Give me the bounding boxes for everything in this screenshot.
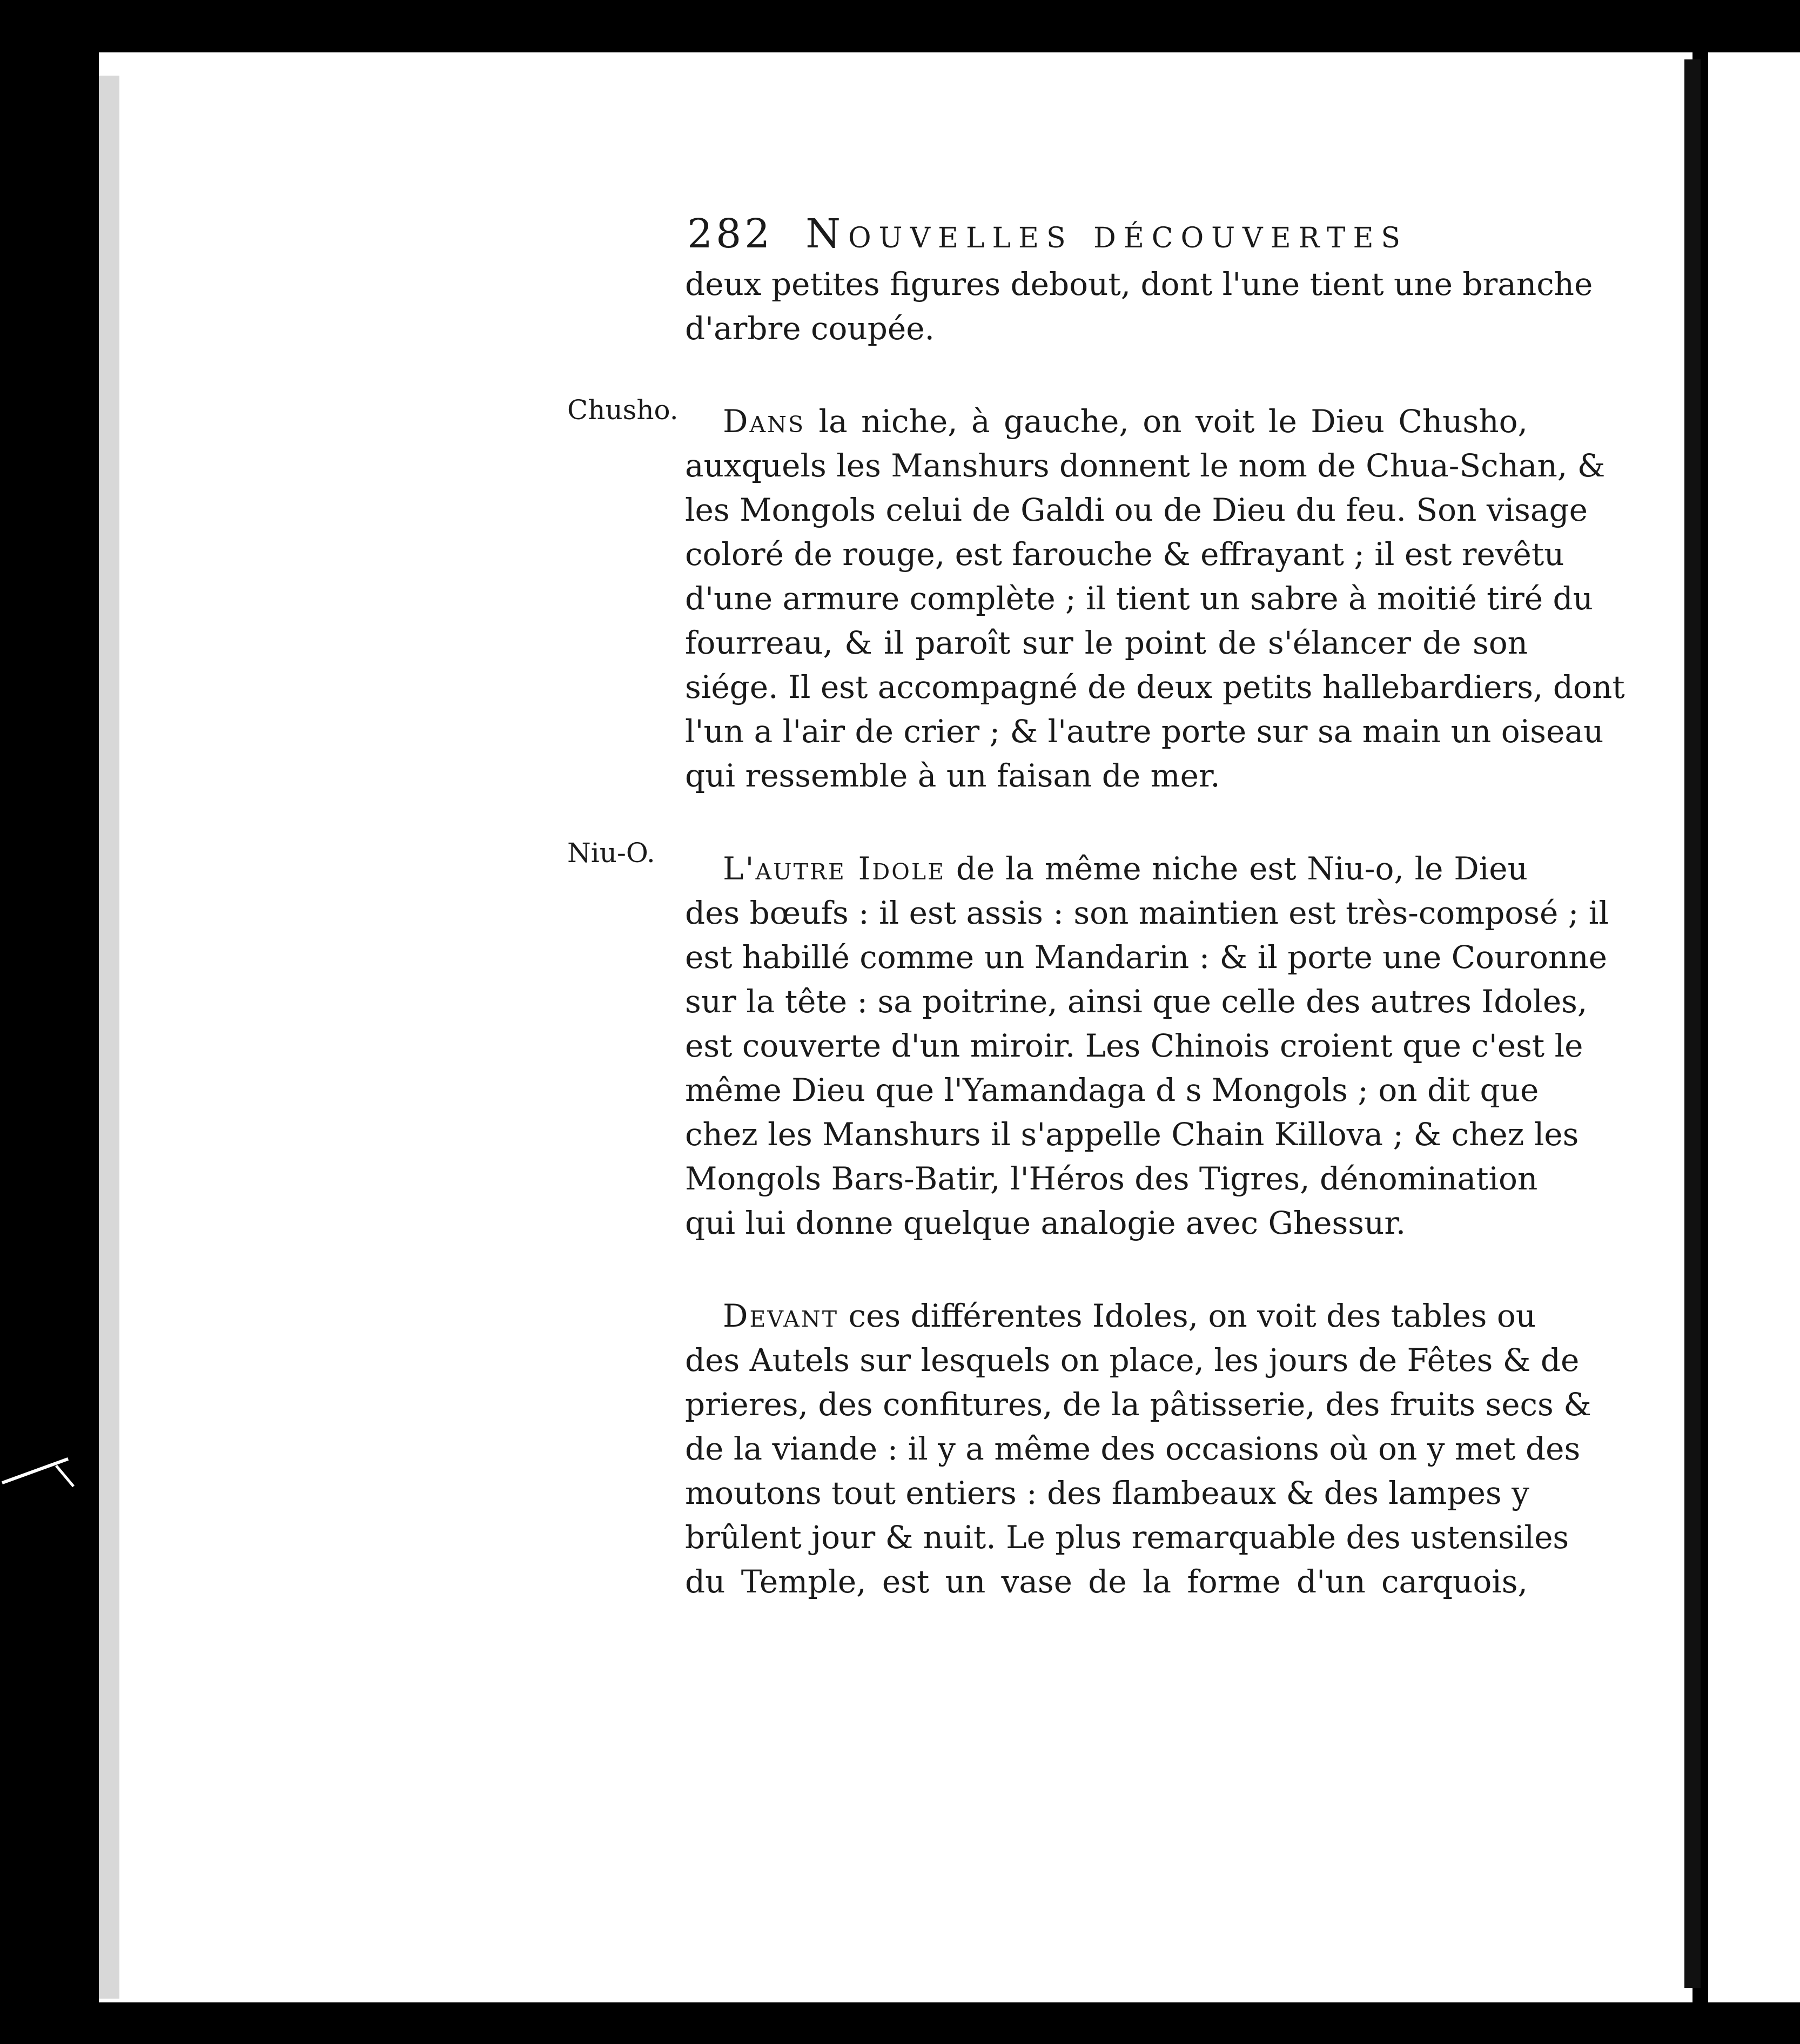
text-line: d'une armure complète ; il tient un sabre à moitié tiré du: [685, 580, 1593, 617]
text-line: [685, 1294, 1536, 1338]
text-line: d'arbre coupée.: [685, 310, 935, 347]
page-body: [685, 262, 1625, 1604]
lead-words: Dans: [723, 403, 805, 440]
adjacent-page: [1708, 52, 1800, 2002]
text-line: fourreau, & il paroît sur le point de s'élancer de son: [685, 624, 1528, 661]
text-line: du Temple, est un vase de la forme d'un carquois,: [685, 1563, 1528, 1600]
margin-note-niu-o: Niu-O.: [567, 837, 655, 869]
book-gutter: [1684, 59, 1701, 1988]
text-line: moutons tout entiers : des flambeaux & des lampes y: [685, 1475, 1529, 1511]
lead-words: Devant: [723, 1297, 839, 1334]
text-line: chez les Manshurs il s'appelle Chain Killova ; & chez les: [685, 1116, 1579, 1153]
text-line: deux petites figures debout, dont l'une tient une branche: [685, 266, 1593, 302]
paragraph-niu-o: [685, 846, 1609, 1245]
text-line-rest: la niche, à gauche, on voit le Dieu Chusho,: [805, 403, 1528, 440]
scan-mark: [55, 1465, 75, 1488]
text-line: même Dieu que l'Yamandaga d s Mongols ; on dit que: [685, 1072, 1539, 1108]
text-line: qui ressemble à un faisan de mer.: [685, 757, 1220, 794]
text-line: l'un a l'air de crier ; & l'autre porte sur sa main un oiseau: [685, 713, 1604, 750]
text-line: des Autels sur lesquels on place, les jours de Fêtes & de: [685, 1342, 1580, 1379]
text-line: siége. Il est accompagné de deux petits hallebardiers, dont: [685, 669, 1625, 705]
text-line: qui lui donne quelque analogie avec Ghessur.: [685, 1205, 1406, 1241]
text-line: auxquels les Manshurs donnent le nom de Chua-Schan, &: [685, 447, 1606, 484]
running-title: Nouvelles découvertes: [805, 211, 1408, 257]
text-line: des bœufs : il est assis : son maintien est très-composé ; il: [685, 895, 1609, 931]
text-line: les Mongols celui de Galdi ou de Dieu du feu. Son visage: [685, 492, 1588, 528]
paragraph-devant: [685, 1294, 1591, 1604]
text-line: prieres, des confitures, de la pâtisserie, des fruits secs &: [685, 1386, 1591, 1423]
text-line: de la viande : il y a même des occasions où on y met des: [685, 1430, 1581, 1467]
text-line: Mongols Bars-Batir, l'Héros des Tigres, dénomination: [685, 1160, 1538, 1197]
text-line: est habillé comme un Mandarin : & il porte une Couronne: [685, 939, 1607, 976]
running-header: [687, 204, 1470, 264]
text-line: brûlent jour & nuit. Le plus remarquable des ustensiles: [685, 1519, 1569, 1556]
text-line: coloré de rouge, est farouche & effrayant ; il est revêtu: [685, 536, 1564, 573]
page-edge-shadow: [99, 76, 119, 1999]
text-line: [685, 399, 1528, 443]
text-line: [685, 846, 1528, 891]
text-line: est couverte d'un miroir. Les Chinois croient que c'est le: [685, 1027, 1583, 1064]
paragraph-continued: [685, 262, 1593, 351]
margin-note-chusho: Chusho.: [567, 394, 679, 426]
paragraph-chusho: [685, 399, 1625, 798]
text-line-rest: de la même niche est Niu-o, le Dieu: [945, 850, 1528, 887]
text-line: sur la tête : sa poitrine, ainsi que celle des autres Idoles,: [685, 983, 1588, 1020]
lead-words: L'autre Idole: [723, 850, 946, 887]
page-number: 282: [687, 211, 774, 257]
text-line-rest: ces différentes Idoles, on voit des tables ou: [838, 1297, 1536, 1334]
